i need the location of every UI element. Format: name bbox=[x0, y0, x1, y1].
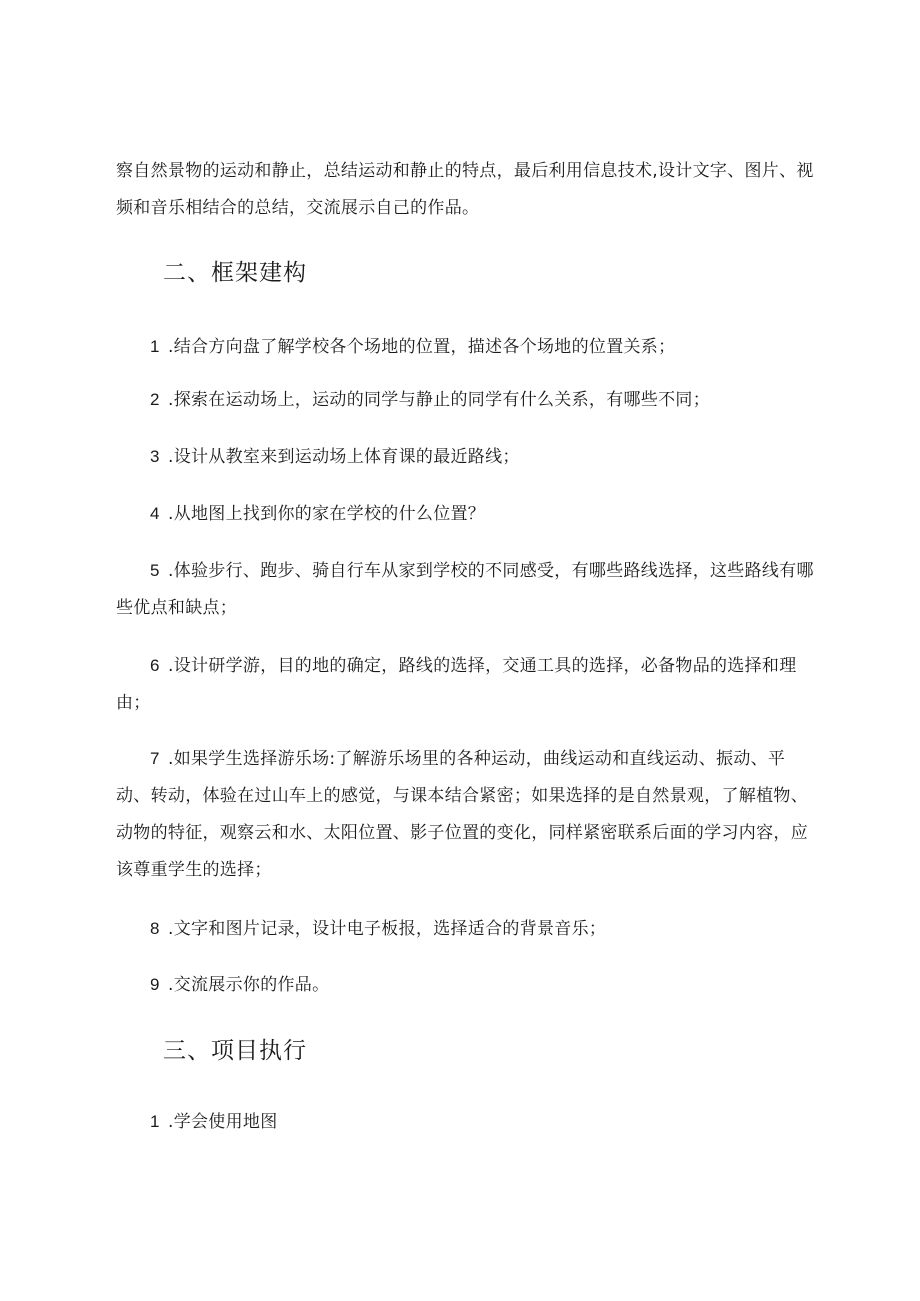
list-item-text: .体验步行、跑步、骑自行车从家到学校的不同感受，有哪些路线选择，这些路线有哪些优点和缺点； bbox=[116, 561, 814, 618]
list-item bbox=[116, 381, 816, 419]
list-item bbox=[116, 328, 816, 366]
list-item-number: 1 bbox=[150, 337, 160, 356]
list-item bbox=[116, 910, 816, 948]
list-item-number: 7 bbox=[150, 749, 160, 768]
list-item-number: 2 bbox=[150, 390, 160, 409]
list-item bbox=[116, 495, 816, 533]
list-item-text: .从地图上找到你的家在学校的什么位置？ bbox=[168, 504, 486, 524]
list-item bbox=[116, 1103, 816, 1141]
list-item-text: .探索在运动场上，运动的同学与静止的同学有什么关系，有哪些不同； bbox=[168, 390, 711, 410]
list-item-text: .结合方向盘了解学校各个场地的位置，描述各个场地的位置关系； bbox=[168, 337, 676, 357]
intro-paragraph: 察自然景物的运动和静止，总结运动和静止的特点，最后利用信息技术,设计文字、图片、视频和音乐相结合的总结，交流展示自己的作品。 bbox=[116, 161, 814, 218]
list-item bbox=[116, 740, 816, 889]
list-item-text: .交流展示你的作品。 bbox=[168, 975, 330, 995]
list-item-number: 1 bbox=[150, 1112, 160, 1131]
list-item-number: 6 bbox=[150, 656, 160, 675]
list-item-number: 4 bbox=[150, 504, 160, 523]
list-item-number: 5 bbox=[150, 561, 160, 580]
section-heading-execution: 三、项目执行 bbox=[163, 1038, 307, 1064]
list-item-text: .文字和图片记录，设计电子板报，选择适合的背景音乐； bbox=[168, 919, 607, 939]
list-item-text: .设计研学游，目的地的确定，路线的选择，交通工具的选择，必备物品的选择和理由； bbox=[116, 656, 797, 713]
list-item-text: .学会使用地图 bbox=[168, 1112, 278, 1132]
list-item bbox=[116, 438, 816, 476]
list-item-number: 9 bbox=[150, 975, 160, 994]
list-item-text: .设计从教室来到运动场上体育课的最近路线； bbox=[168, 447, 520, 467]
list-item-number: 3 bbox=[150, 447, 160, 466]
list-item bbox=[116, 647, 816, 722]
list-item-text: .如果学生选择游乐场:了解游乐场里的各种运动，曲线运动和直线运动、振动、平动、转动，体验在过山车上的感觉，与课本结合紧密；如果选择的是自然景观，了解植物、动物的特征，观察云和水、太阳位置、影子位置的变化，同样紧密联系后面的学习内容，应该尊重学生的选择； bbox=[116, 749, 808, 880]
list-item bbox=[116, 552, 816, 627]
list-item-number: 8 bbox=[150, 919, 160, 938]
section-heading-framework: 二、框架建构 bbox=[163, 260, 307, 286]
list-item bbox=[116, 966, 816, 1004]
